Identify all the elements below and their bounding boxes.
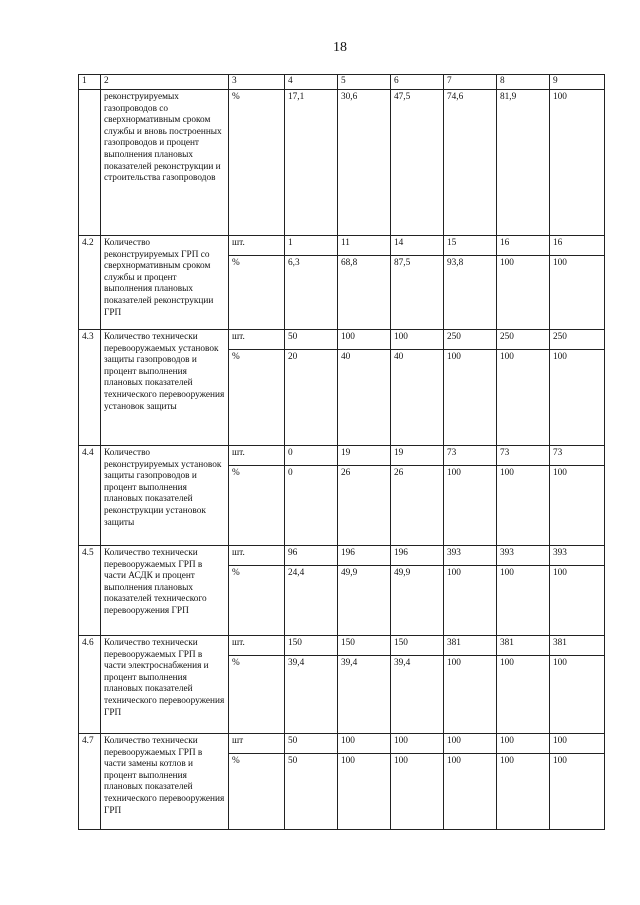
- value-cell: 14: [391, 236, 444, 256]
- value-cell: 150: [391, 636, 444, 656]
- value-cell: 26: [391, 466, 444, 546]
- value-cell: 100: [391, 330, 444, 350]
- value-cell: 150: [285, 636, 338, 656]
- header-cell: 2: [101, 75, 229, 90]
- unit-cell: %: [229, 90, 285, 236]
- value-cell: 381: [497, 636, 550, 656]
- value-cell: 50: [285, 754, 338, 830]
- header-row: [79, 75, 605, 90]
- value-cell: 100: [497, 466, 550, 546]
- value-cell: 100: [497, 734, 550, 754]
- value-cell: 100: [497, 350, 550, 446]
- value-cell: 96: [285, 546, 338, 566]
- indicators-table: [78, 74, 605, 830]
- value-cell: 100: [444, 656, 497, 734]
- value-cell: 73: [497, 446, 550, 466]
- value-cell: 100: [550, 566, 605, 636]
- value-cell: 381: [444, 636, 497, 656]
- value-cell: 81,9: [497, 90, 550, 236]
- indicator-name: Количество реконструируемых установок защиты газопроводов и процент выполнения плановых показателей реконструкции установок защиты: [101, 446, 229, 546]
- value-cell: 100: [444, 466, 497, 546]
- row-number: 4.3: [79, 330, 101, 446]
- continuation-row: [79, 90, 605, 236]
- value-cell: 196: [338, 546, 391, 566]
- unit-cell: шт.: [229, 636, 285, 656]
- value-cell: 49,9: [338, 566, 391, 636]
- row-number: 4.7: [79, 734, 101, 830]
- value-cell: 73: [550, 446, 605, 466]
- indicator-row: [79, 546, 605, 566]
- value-cell: 15: [444, 236, 497, 256]
- value-cell: 74,6: [444, 90, 497, 236]
- indicator-name: Количество технически перевооружаемых ГРП в части замены котлов и процент выполнения плановых показателей технического перевооружения ГРП: [101, 734, 229, 830]
- value-cell: 39,4: [338, 656, 391, 734]
- value-cell: 393: [550, 546, 605, 566]
- value-cell: 30,6: [338, 90, 391, 236]
- header-cell: 9: [550, 75, 605, 90]
- value-cell: 40: [391, 350, 444, 446]
- indicator-row: [79, 330, 605, 350]
- value-cell: 381: [550, 636, 605, 656]
- indicator-row: [79, 446, 605, 466]
- header-cell: 6: [391, 75, 444, 90]
- header-cell: 7: [444, 75, 497, 90]
- value-cell: 39,4: [285, 656, 338, 734]
- indicator-name: Количество технически перевооружаемых установок защиты газопроводов и процент выполнения плановых показателей технического перевооружения установок защиты: [101, 330, 229, 446]
- value-cell: 6,3: [285, 256, 338, 330]
- value-cell: 49,9: [391, 566, 444, 636]
- indicator-name: Количество технически перевооружаемых ГРП в части АСДК и процент выполнения плановых показателей технического перевооружения ГРП: [101, 546, 229, 636]
- value-cell: 100: [550, 256, 605, 330]
- unit-cell: шт.: [229, 236, 285, 256]
- value-cell: 100: [550, 466, 605, 546]
- value-cell: 250: [550, 330, 605, 350]
- value-cell: 11: [338, 236, 391, 256]
- value-cell: 100: [444, 350, 497, 446]
- indicator-row: [79, 236, 605, 256]
- value-cell: 100: [497, 256, 550, 330]
- header-cell: 5: [338, 75, 391, 90]
- header-cell: 3: [229, 75, 285, 90]
- unit-cell: %: [229, 566, 285, 636]
- row-number: 4.2: [79, 236, 101, 330]
- value-cell: 150: [338, 636, 391, 656]
- value-cell: 24,4: [285, 566, 338, 636]
- value-cell: 0: [285, 466, 338, 546]
- unit-cell: шт.: [229, 546, 285, 566]
- unit-cell: %: [229, 466, 285, 546]
- value-cell: 100: [497, 656, 550, 734]
- value-cell: 17,1: [285, 90, 338, 236]
- value-cell: 100: [497, 566, 550, 636]
- row-number: 4.4: [79, 446, 101, 546]
- value-cell: 196: [391, 546, 444, 566]
- value-cell: 16: [497, 236, 550, 256]
- value-cell: 68,8: [338, 256, 391, 330]
- row-number: 4.5: [79, 546, 101, 636]
- indicator-name: Количество реконструируемых ГРП со сверхнормативным сроком службы и процент выполнения плановых показателей реконструкции ГРП: [101, 236, 229, 330]
- unit-cell: шт.: [229, 330, 285, 350]
- value-cell: 73: [444, 446, 497, 466]
- value-cell: 250: [497, 330, 550, 350]
- value-cell: 100: [550, 350, 605, 446]
- unit-cell: %: [229, 656, 285, 734]
- page-number: 18: [333, 40, 347, 55]
- value-cell: 393: [497, 546, 550, 566]
- value-cell: 100: [550, 734, 605, 754]
- value-cell: 393: [444, 546, 497, 566]
- indicator-name: Количество технически перевооружаемых ГРП в части электроснабжения и процент выполнения плановых показателей технического перевооружения ГРП: [101, 636, 229, 734]
- indicator-row: [79, 734, 605, 754]
- value-cell: 100: [444, 754, 497, 830]
- value-cell: 100: [338, 330, 391, 350]
- header-cell: 8: [497, 75, 550, 90]
- value-cell: 47,5: [391, 90, 444, 236]
- value-cell: 100: [550, 754, 605, 830]
- value-cell: 0: [285, 446, 338, 466]
- value-cell: 16: [550, 236, 605, 256]
- unit-cell: %: [229, 256, 285, 330]
- value-cell: 100: [338, 734, 391, 754]
- value-cell: 39,4: [391, 656, 444, 734]
- value-cell: 50: [285, 330, 338, 350]
- value-cell: 100: [550, 656, 605, 734]
- row-number: [79, 90, 101, 236]
- value-cell: 93,8: [444, 256, 497, 330]
- value-cell: 87,5: [391, 256, 444, 330]
- header-cell: 4: [285, 75, 338, 90]
- value-cell: 100: [444, 734, 497, 754]
- header-cell: 1: [79, 75, 101, 90]
- value-cell: 100: [338, 754, 391, 830]
- unit-cell: %: [229, 350, 285, 446]
- value-cell: 100: [391, 754, 444, 830]
- indicator-row: [79, 636, 605, 656]
- value-cell: 40: [338, 350, 391, 446]
- value-cell: 26: [338, 466, 391, 546]
- indicator-name: реконструируемых газопроводов со сверхнормативным сроком службы и вновь построенных газопроводов и процент выполнения плановых показателей реконструкции и строительства газопроводов: [101, 90, 229, 236]
- value-cell: 20: [285, 350, 338, 446]
- unit-cell: шт: [229, 734, 285, 754]
- value-cell: 19: [391, 446, 444, 466]
- value-cell: 19: [338, 446, 391, 466]
- value-cell: 250: [444, 330, 497, 350]
- value-cell: 100: [497, 754, 550, 830]
- value-cell: 1: [285, 236, 338, 256]
- value-cell: 100: [550, 90, 605, 236]
- unit-cell: %: [229, 754, 285, 830]
- value-cell: 100: [444, 566, 497, 636]
- value-cell: 100: [391, 734, 444, 754]
- row-number: 4.6: [79, 636, 101, 734]
- unit-cell: шт.: [229, 446, 285, 466]
- value-cell: 50: [285, 734, 338, 754]
